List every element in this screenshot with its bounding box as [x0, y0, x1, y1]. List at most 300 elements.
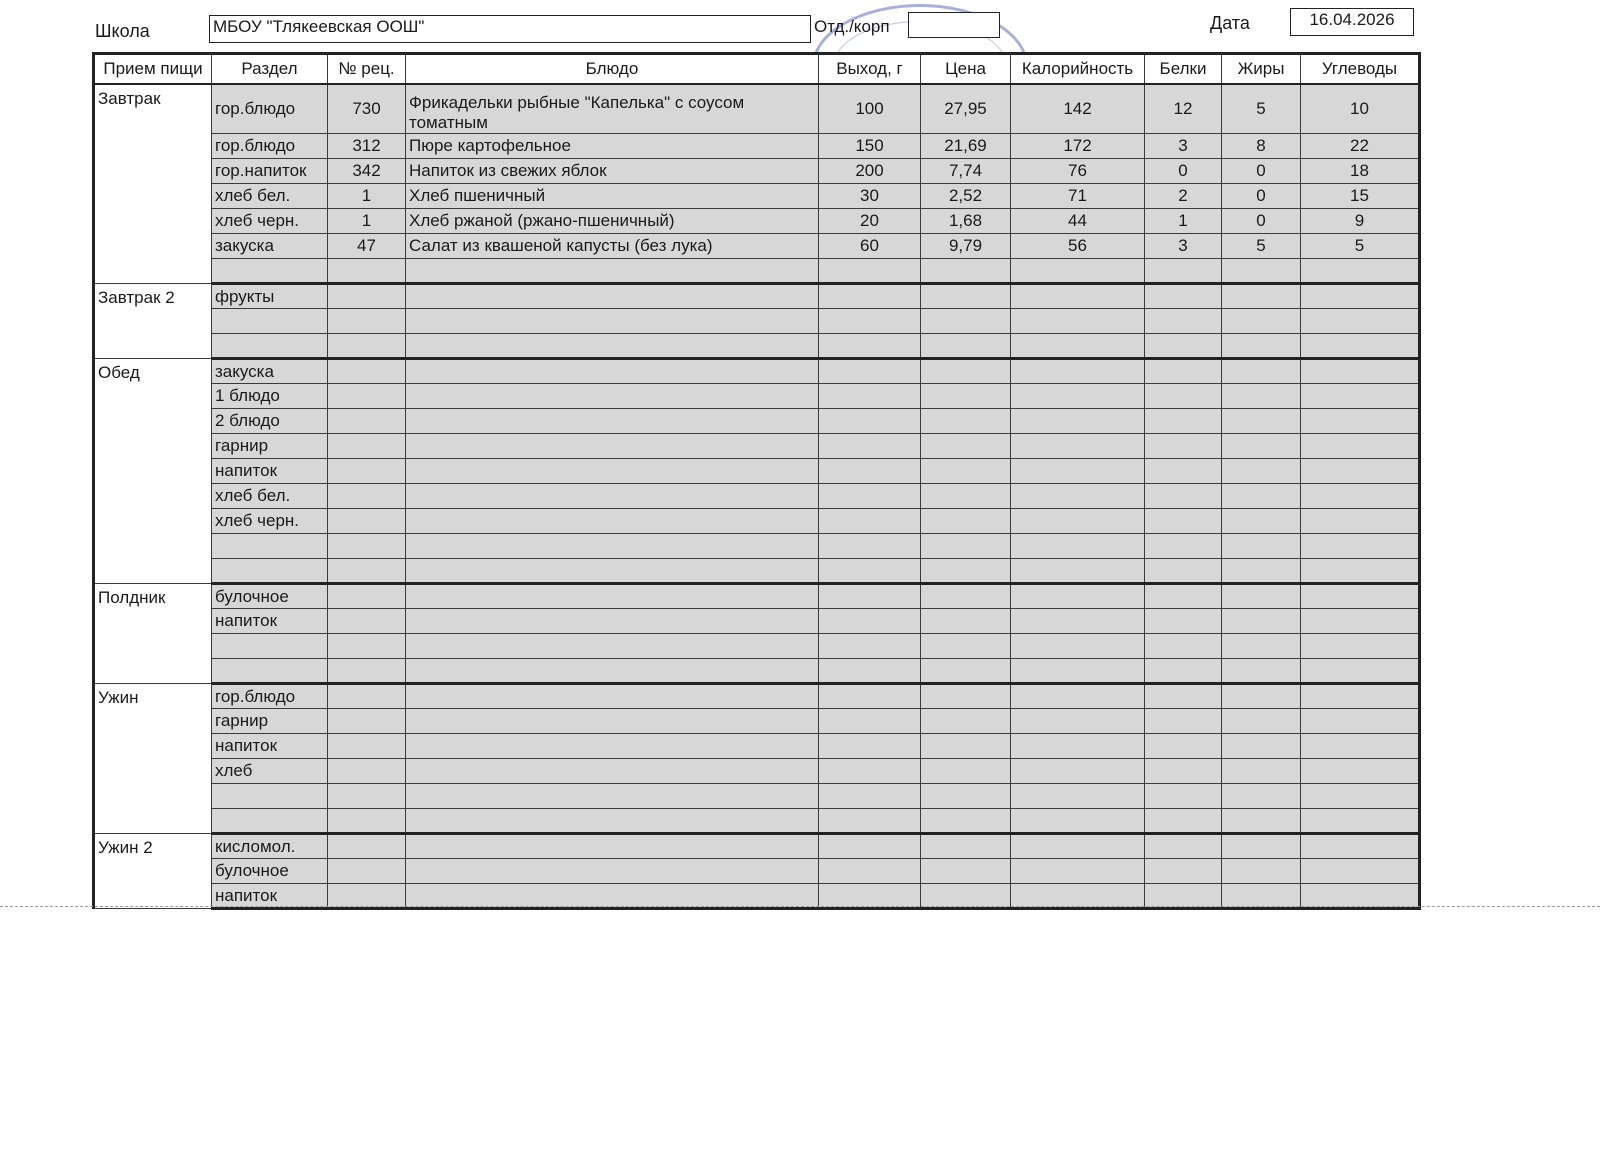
dish-cell: [406, 809, 819, 834]
section-cell: напиток: [212, 609, 328, 634]
table-row: [94, 534, 1420, 559]
menu-table: [92, 52, 1421, 910]
col-section: Раздел: [212, 54, 328, 84]
table-row: [94, 784, 1420, 809]
price-cell: [921, 384, 1011, 409]
carbs-cell: [1301, 459, 1420, 484]
kcal-cell: [1011, 309, 1145, 334]
meal-name-cell: Ужин: [94, 684, 212, 834]
fat-cell: 0: [1222, 184, 1301, 209]
header-row: [94, 54, 1420, 84]
dish-cell: [406, 584, 819, 609]
yield-cell: [819, 509, 921, 534]
protein-cell: [1145, 609, 1222, 634]
recipe-cell: [328, 584, 406, 609]
yield-cell: [819, 384, 921, 409]
dish-cell: [406, 659, 819, 684]
protein-cell: [1145, 384, 1222, 409]
recipe-cell: 342: [328, 159, 406, 184]
section-cell: закуска: [212, 359, 328, 384]
kcal-cell: [1011, 334, 1145, 359]
table-row: [94, 209, 1420, 234]
kcal-cell: [1011, 459, 1145, 484]
kcal-cell: [1011, 609, 1145, 634]
yield-cell: [819, 734, 921, 759]
section-cell: гор.блюдо: [212, 84, 328, 134]
recipe-cell: [328, 434, 406, 459]
protein-cell: 12: [1145, 84, 1222, 134]
table-row: [94, 84, 1420, 134]
yield-cell: [819, 484, 921, 509]
yield-cell: 100: [819, 84, 921, 134]
kcal-cell: [1011, 584, 1145, 609]
fat-cell: [1222, 534, 1301, 559]
carbs-cell: [1301, 259, 1420, 284]
section-cell: [212, 784, 328, 809]
recipe-cell: [328, 559, 406, 584]
price-cell: [921, 534, 1011, 559]
carbs-cell: [1301, 334, 1420, 359]
recipe-cell: [328, 534, 406, 559]
kcal-cell: [1011, 709, 1145, 734]
recipe-cell: [328, 759, 406, 784]
section-cell: закуска: [212, 234, 328, 259]
kcal-cell: [1011, 634, 1145, 659]
section-cell: [212, 334, 328, 359]
dish-cell: [406, 484, 819, 509]
fat-cell: [1222, 484, 1301, 509]
price-cell: [921, 809, 1011, 834]
table-row: [94, 359, 1420, 384]
recipe-cell: [328, 334, 406, 359]
dish-cell: [406, 559, 819, 584]
yield-cell: [819, 809, 921, 834]
recipe-cell: [328, 684, 406, 709]
table-row: [94, 684, 1420, 709]
recipe-cell: 1: [328, 184, 406, 209]
carbs-cell: [1301, 859, 1420, 884]
protein-cell: [1145, 784, 1222, 809]
protein-cell: [1145, 709, 1222, 734]
section-cell: гор.напиток: [212, 159, 328, 184]
protein-cell: [1145, 309, 1222, 334]
fat-cell: 8: [1222, 134, 1301, 159]
kcal-cell: [1011, 434, 1145, 459]
kcal-cell: [1011, 259, 1145, 284]
protein-cell: [1145, 409, 1222, 434]
recipe-cell: [328, 409, 406, 434]
yield-cell: [819, 559, 921, 584]
col-kcal: Калорийность: [1011, 54, 1145, 84]
dish-cell: Фрикадельки рыбные "Капелька" с соусом томатным: [406, 84, 819, 134]
dish-cell: [406, 459, 819, 484]
col-fat: Жиры: [1222, 54, 1301, 84]
protein-cell: [1145, 584, 1222, 609]
kcal-cell: [1011, 359, 1145, 384]
dish-cell: [406, 259, 819, 284]
kcal-cell: [1011, 409, 1145, 434]
price-cell: [921, 859, 1011, 884]
recipe-cell: [328, 859, 406, 884]
kcal-cell: [1011, 734, 1145, 759]
meal-name-cell: Обед: [94, 359, 212, 584]
price-cell: [921, 284, 1011, 309]
recipe-cell: 730: [328, 84, 406, 134]
yield-cell: [819, 759, 921, 784]
carbs-cell: [1301, 434, 1420, 459]
protein-cell: 1: [1145, 209, 1222, 234]
protein-cell: 2: [1145, 184, 1222, 209]
carbs-cell: [1301, 509, 1420, 534]
carbs-cell: [1301, 284, 1420, 309]
price-cell: [921, 709, 1011, 734]
protein-cell: 3: [1145, 134, 1222, 159]
carbs-cell: [1301, 559, 1420, 584]
protein-cell: [1145, 634, 1222, 659]
section-cell: хлеб черн.: [212, 509, 328, 534]
yield-cell: 60: [819, 234, 921, 259]
table-row: [94, 509, 1420, 534]
recipe-cell: [328, 784, 406, 809]
protein-cell: [1145, 684, 1222, 709]
carbs-cell: 18: [1301, 159, 1420, 184]
dish-cell: [406, 284, 819, 309]
table-row: [94, 884, 1420, 909]
dish-cell: [406, 434, 819, 459]
price-cell: [921, 684, 1011, 709]
table-row: [94, 859, 1420, 884]
dish-cell: [406, 834, 819, 859]
kcal-cell: [1011, 659, 1145, 684]
kcal-cell: [1011, 759, 1145, 784]
recipe-cell: [328, 834, 406, 859]
dish-cell: [406, 734, 819, 759]
section-cell: хлеб черн.: [212, 209, 328, 234]
meal-name-cell: Завтрак 2: [94, 284, 212, 359]
protein-cell: [1145, 809, 1222, 834]
carbs-cell: [1301, 609, 1420, 634]
recipe-cell: [328, 284, 406, 309]
section-cell: [212, 659, 328, 684]
protein-cell: [1145, 534, 1222, 559]
price-cell: [921, 659, 1011, 684]
section-cell: булочное: [212, 859, 328, 884]
table-row: [94, 234, 1420, 259]
table-row: [94, 259, 1420, 284]
fat-cell: [1222, 684, 1301, 709]
recipe-cell: [328, 259, 406, 284]
fat-cell: [1222, 284, 1301, 309]
table-row: [94, 284, 1420, 309]
yield-cell: [819, 634, 921, 659]
carbs-cell: [1301, 834, 1420, 859]
price-cell: [921, 484, 1011, 509]
fat-cell: [1222, 709, 1301, 734]
dish-cell: [406, 634, 819, 659]
dish-cell: [406, 384, 819, 409]
yield-cell: [819, 334, 921, 359]
dish-cell: [406, 409, 819, 434]
table-row: [94, 809, 1420, 834]
recipe-cell: [328, 609, 406, 634]
recipe-cell: [328, 484, 406, 509]
section-cell: напиток: [212, 734, 328, 759]
fat-cell: [1222, 609, 1301, 634]
carbs-cell: 15: [1301, 184, 1420, 209]
recipe-cell: [328, 659, 406, 684]
yield-cell: [819, 859, 921, 884]
carbs-cell: [1301, 484, 1420, 509]
carbs-cell: 5: [1301, 234, 1420, 259]
carbs-cell: 9: [1301, 209, 1420, 234]
protein-cell: [1145, 659, 1222, 684]
section-cell: [212, 559, 328, 584]
dish-cell: Напиток из свежих яблок: [406, 159, 819, 184]
fat-cell: [1222, 259, 1301, 284]
yield-cell: [819, 284, 921, 309]
table-row: [94, 759, 1420, 784]
fat-cell: [1222, 409, 1301, 434]
table-row: [94, 659, 1420, 684]
col-yield: Выход, г: [819, 54, 921, 84]
col-meal: Прием пищи: [94, 54, 212, 84]
recipe-cell: 47: [328, 234, 406, 259]
table-row: [94, 409, 1420, 434]
dish-cell: Салат из квашеной капусты (без лука): [406, 234, 819, 259]
dish-cell: [406, 684, 819, 709]
yield-cell: [819, 834, 921, 859]
table-row: [94, 834, 1420, 859]
yield-cell: [819, 409, 921, 434]
price-cell: 1,68: [921, 209, 1011, 234]
recipe-cell: [328, 309, 406, 334]
kcal-cell: [1011, 834, 1145, 859]
dish-cell: [406, 759, 819, 784]
kcal-cell: [1011, 559, 1145, 584]
price-cell: [921, 259, 1011, 284]
table-row: [94, 334, 1420, 359]
kcal-cell: [1011, 784, 1145, 809]
school-name-field: МБОУ "Тлякеевская ООШ": [209, 15, 811, 43]
fat-cell: [1222, 384, 1301, 409]
dish-cell: [406, 609, 819, 634]
carbs-cell: 10: [1301, 84, 1420, 134]
kcal-cell: 56: [1011, 234, 1145, 259]
price-cell: [921, 459, 1011, 484]
fat-cell: 0: [1222, 159, 1301, 184]
price-cell: [921, 634, 1011, 659]
fat-cell: [1222, 809, 1301, 834]
recipe-cell: [328, 634, 406, 659]
section-cell: [212, 259, 328, 284]
table-row: [94, 709, 1420, 734]
col-recipe: № рец.: [328, 54, 406, 84]
yield-cell: [819, 534, 921, 559]
kcal-cell: [1011, 284, 1145, 309]
recipe-cell: [328, 359, 406, 384]
dish-cell: [406, 534, 819, 559]
yield-cell: [819, 434, 921, 459]
section-cell: хлеб бел.: [212, 484, 328, 509]
dish-cell: Хлеб пшеничный: [406, 184, 819, 209]
protein-cell: 0: [1145, 159, 1222, 184]
meal-name-cell: Завтрак: [94, 84, 212, 284]
col-carbs: Углеводы: [1301, 54, 1420, 84]
carbs-cell: [1301, 709, 1420, 734]
fat-cell: [1222, 784, 1301, 809]
carbs-cell: [1301, 359, 1420, 384]
dish-cell: [406, 334, 819, 359]
dish-cell: [406, 884, 819, 909]
yield-cell: [819, 309, 921, 334]
recipe-cell: [328, 809, 406, 834]
price-cell: [921, 584, 1011, 609]
price-cell: [921, 834, 1011, 859]
carbs-cell: [1301, 584, 1420, 609]
kcal-cell: 71: [1011, 184, 1145, 209]
carbs-cell: [1301, 734, 1420, 759]
section-cell: гор.блюдо: [212, 684, 328, 709]
protein-cell: [1145, 559, 1222, 584]
kcal-cell: [1011, 384, 1145, 409]
price-cell: [921, 734, 1011, 759]
section-cell: хлеб бел.: [212, 184, 328, 209]
price-cell: [921, 509, 1011, 534]
protein-cell: [1145, 484, 1222, 509]
price-cell: [921, 359, 1011, 384]
protein-cell: [1145, 359, 1222, 384]
yield-cell: [819, 709, 921, 734]
price-cell: 9,79: [921, 234, 1011, 259]
yield-cell: 30: [819, 184, 921, 209]
table-row: [94, 559, 1420, 584]
dept-field: [908, 12, 1000, 38]
yield-cell: [819, 884, 921, 909]
date-label: Дата: [1210, 13, 1250, 33]
date-field: 16.04.2026: [1290, 8, 1414, 36]
section-cell: [212, 809, 328, 834]
yield-cell: [819, 609, 921, 634]
section-cell: гарнир: [212, 709, 328, 734]
kcal-cell: [1011, 484, 1145, 509]
carbs-cell: [1301, 884, 1420, 909]
fat-cell: [1222, 334, 1301, 359]
meal-name-cell: Полдник: [94, 584, 212, 684]
carbs-cell: 22: [1301, 134, 1420, 159]
fat-cell: [1222, 859, 1301, 884]
section-cell: гор.блюдо: [212, 134, 328, 159]
recipe-cell: [328, 459, 406, 484]
fat-cell: [1222, 434, 1301, 459]
protein-cell: [1145, 509, 1222, 534]
dish-cell: Пюре картофельное: [406, 134, 819, 159]
section-cell: [212, 634, 328, 659]
menu-body: [94, 84, 1420, 909]
protein-cell: [1145, 259, 1222, 284]
dish-cell: [406, 784, 819, 809]
fat-cell: [1222, 734, 1301, 759]
recipe-cell: 1: [328, 209, 406, 234]
col-price: Цена: [921, 54, 1011, 84]
fat-cell: [1222, 759, 1301, 784]
price-cell: [921, 334, 1011, 359]
fat-cell: 0: [1222, 209, 1301, 234]
price-cell: 21,69: [921, 134, 1011, 159]
scan-fold-line: [0, 906, 1600, 907]
yield-cell: [819, 459, 921, 484]
carbs-cell: [1301, 634, 1420, 659]
protein-cell: [1145, 334, 1222, 359]
section-cell: [212, 309, 328, 334]
recipe-cell: [328, 509, 406, 534]
table-row: [94, 434, 1420, 459]
section-cell: хлеб: [212, 759, 328, 784]
fat-cell: [1222, 309, 1301, 334]
carbs-cell: [1301, 309, 1420, 334]
table-row: [94, 184, 1420, 209]
price-cell: [921, 409, 1011, 434]
dish-cell: [406, 359, 819, 384]
fat-cell: [1222, 884, 1301, 909]
carbs-cell: [1301, 409, 1420, 434]
table-row: [94, 634, 1420, 659]
dept-label: Отд./корп: [814, 17, 890, 36]
kcal-cell: 172: [1011, 134, 1145, 159]
carbs-cell: [1301, 684, 1420, 709]
yield-cell: [819, 359, 921, 384]
school-label: Школа: [95, 21, 150, 41]
meal-name-cell: Ужин 2: [94, 834, 212, 909]
yield-cell: 150: [819, 134, 921, 159]
fat-cell: [1222, 834, 1301, 859]
section-cell: напиток: [212, 884, 328, 909]
price-cell: 27,95: [921, 84, 1011, 134]
table-row: [94, 484, 1420, 509]
table-row: [94, 384, 1420, 409]
dish-cell: [406, 709, 819, 734]
section-cell: кисломол.: [212, 834, 328, 859]
yield-cell: 200: [819, 159, 921, 184]
dish-cell: [406, 859, 819, 884]
recipe-cell: [328, 384, 406, 409]
recipe-cell: [328, 884, 406, 909]
carbs-cell: [1301, 659, 1420, 684]
kcal-cell: [1011, 809, 1145, 834]
yield-cell: [819, 259, 921, 284]
section-cell: 2 блюдо: [212, 409, 328, 434]
protein-cell: [1145, 734, 1222, 759]
dish-cell: [406, 509, 819, 534]
dish-cell: Хлеб ржаной (ржано-пшеничный): [406, 209, 819, 234]
kcal-cell: 44: [1011, 209, 1145, 234]
recipe-cell: [328, 734, 406, 759]
protein-cell: [1145, 434, 1222, 459]
carbs-cell: [1301, 759, 1420, 784]
fat-cell: [1222, 359, 1301, 384]
protein-cell: [1145, 284, 1222, 309]
price-cell: [921, 759, 1011, 784]
price-cell: [921, 609, 1011, 634]
carbs-cell: [1301, 784, 1420, 809]
fat-cell: [1222, 584, 1301, 609]
dish-cell: [406, 309, 819, 334]
carbs-cell: [1301, 384, 1420, 409]
price-cell: [921, 884, 1011, 909]
protein-cell: [1145, 834, 1222, 859]
fat-cell: 5: [1222, 234, 1301, 259]
section-cell: гарнир: [212, 434, 328, 459]
fat-cell: [1222, 634, 1301, 659]
